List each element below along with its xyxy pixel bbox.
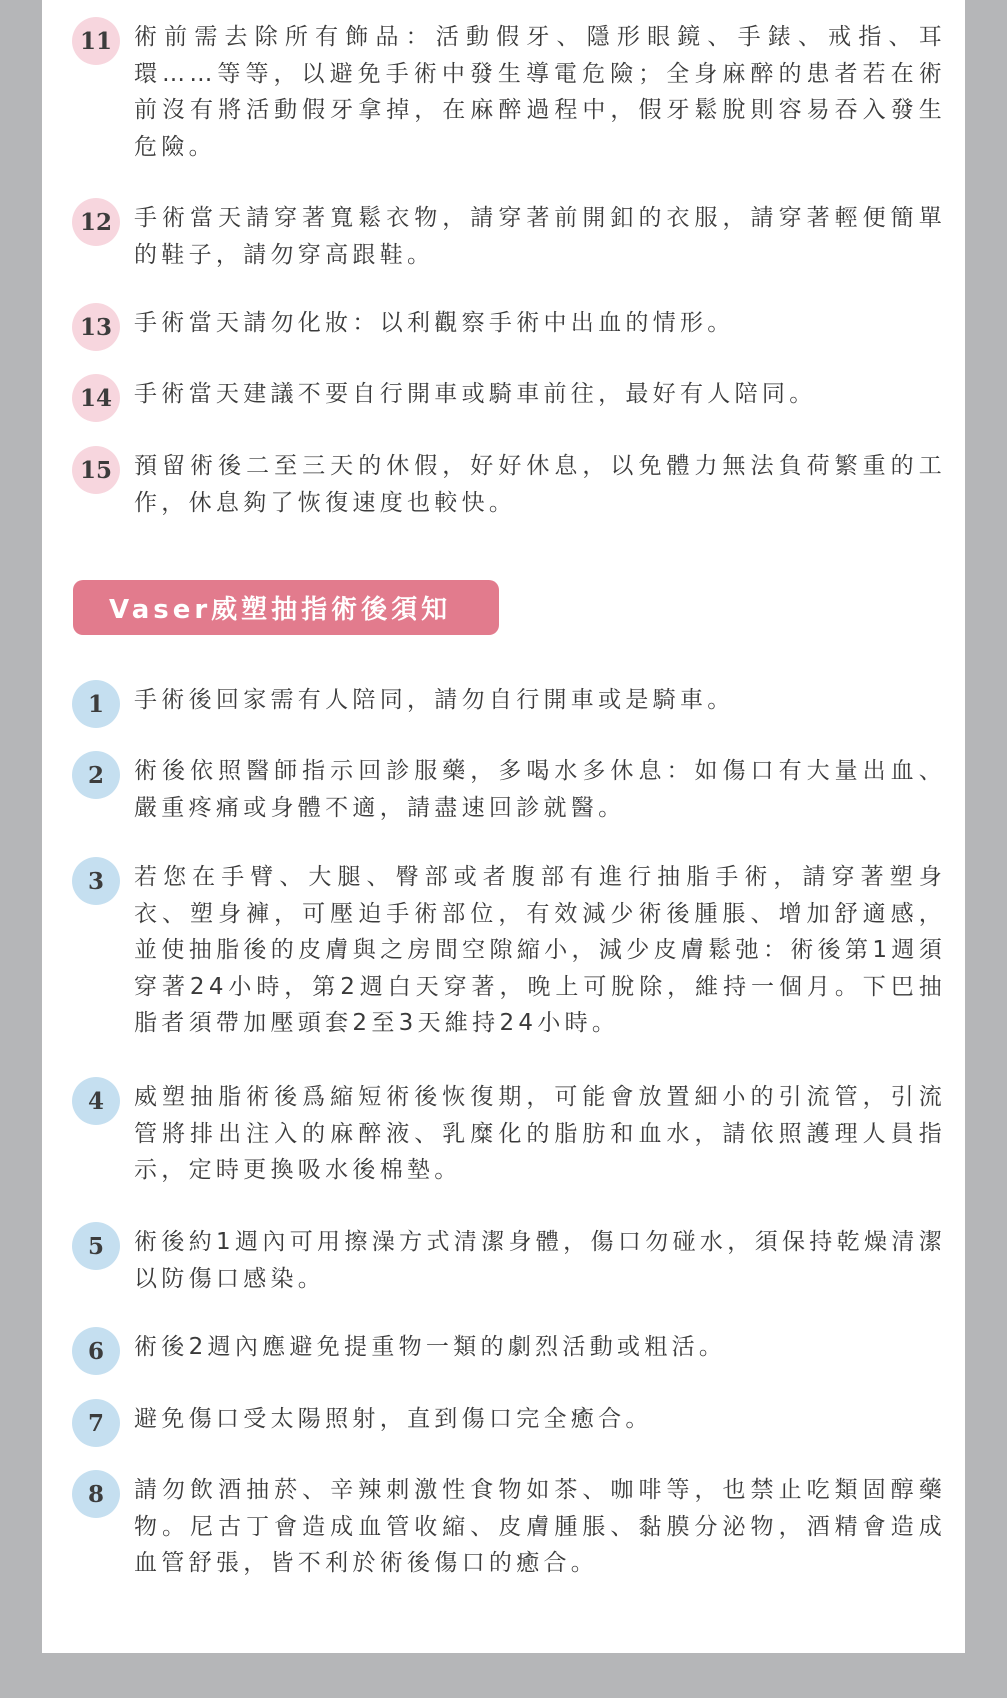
item-number-badge: 5 (72, 1222, 120, 1270)
item-text: 威塑抽脂術後爲縮短術後恢復期，可能會放置細小的引流管，引流管將排出注入的麻醉液、乳糜化的脂肪和血水，請依照護理人員指示，定時更換吸水後棉墊。 (134, 1084, 946, 1183)
item-number-badge: 13 (72, 303, 120, 351)
item-text: 術後2週內應避免提重物一類的劇烈活動或粗活。 (134, 1334, 727, 1360)
item-text: 手術後回家需有人陪同，請勿自行開車或是騎車。 (134, 687, 735, 713)
item-text: 避免傷口受太陽照射，直到傷口完全癒合。 (134, 1406, 653, 1432)
item-number-badge: 8 (72, 1470, 120, 1518)
section-title: Vaser威塑抽指術後須知 (73, 580, 499, 635)
item-number-badge: 15 (72, 446, 120, 494)
item-text: 手術當天請穿著寬鬆衣物，請穿著前開釦的衣服，請穿著輕便簡單的鞋子，請勿穿高跟鞋。 (134, 205, 946, 268)
item-text: 術前需去除所有飾品：活動假牙、隱形眼鏡、手錶、戒指、耳環……等等，以避免手術中發生導電危險；全身麻醉的患者若在術前沒有將活動假牙拿掉，在麻醉過程中，假牙鬆脫則容易吞入發生危險。 (134, 24, 946, 160)
item-number-badge: 14 (72, 374, 120, 422)
item-number-badge: 2 (72, 751, 120, 799)
item-number-badge: 4 (72, 1077, 120, 1125)
item-number-badge: 3 (72, 857, 120, 905)
item-number-badge: 11 (72, 17, 120, 65)
item-number-badge: 6 (72, 1327, 120, 1375)
item-text: 請勿飲酒抽菸、辛辣刺激性食物如茶、咖啡等，也禁止吃類固醇藥物。尼古丁會造成血管收縮、皮膚腫脹、黏膜分泌物，酒精會造成血管舒張，皆不利於術後傷口的癒合。 (134, 1477, 946, 1576)
item-text: 若您在手臂、大腿、臀部或者腹部有進行抽脂手術，請穿著塑身衣、塑身褲，可壓迫手術部位，有效減少術後腫脹、增加舒適感，並使抽脂後的皮膚與之房間空隙縮小，減少皮膚鬆弛：術後第1週須穿著24小時，第2週白天穿著，晚上可脫除，維持一個月。下巴抽脂者須帶加壓頭套2至3天維持24小時。 (134, 864, 946, 1036)
item-number-badge: 1 (72, 680, 120, 728)
item-number-badge: 12 (72, 198, 120, 246)
item-number-badge: 7 (72, 1399, 120, 1447)
item-text: 術後依照醫師指示回診服藥，多喝水多休息：如傷口有大量出血、嚴重疼痛或身體不適，請盡速回診就醫。 (134, 758, 946, 821)
item-text: 手術當天建議不要自行開車或騎車前往，最好有人陪同。 (134, 381, 817, 407)
item-text: 手術當天請勿化妝：以利觀察手術中出血的情形。 (134, 310, 735, 336)
item-text: 術後約1週內可用擦澡方式清潔身體，傷口勿碰水，須保持乾燥清潔以防傷口感染。 (134, 1229, 946, 1292)
item-text: 預留術後二至三天的休假，好好休息，以免體力無法負荷繁重的工作，休息夠了恢復速度也較快。 (134, 453, 946, 516)
